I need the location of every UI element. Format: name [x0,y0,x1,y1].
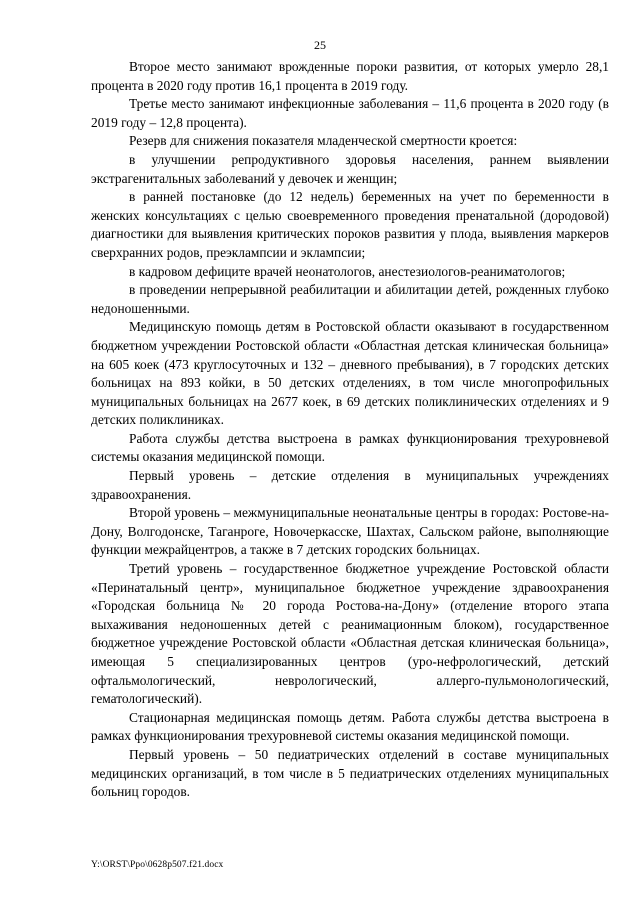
paragraph: Второе место занимают врожденные пороки развития, от которых умерло 28,1 процента в 2020 году против 16,1 процента в 2019 году. [91,59,609,93]
paragraph: Третье место занимают инфекционные заболевания – 11,6 процента в 2020 году (в 2019 году – 12,8 процента). [91,96,609,130]
paragraph: Работа службы детства выстроена в рамках функционирования трехуровневой системы оказания медицинской помощи. [91,430,609,465]
paragraph: Стационарная медицинская помощь детям. Работа службы детства выстроена в рамках функционирования трехуровневой системы оказания медицинской помощи. [91,709,609,744]
paragraph: Третий уровень – государственное бюджетное учреждение Ростовской области «Перинатальный центр», муниципальное бюджетное учреждение здравоохранения «Городская больница № 20 города Ростова-на-Дону» (отделение второго этапа выхаживания недоношенных детей с реанимационным блоком), государственное бюджетное учреждение Ростовской области «Областная детская клиническая больница», имеющая 5 специализированных центров (уро-нефрологический, детский офтальмологический, неврологический, аллерго-пульмонологический, гематологический). [91,561,609,707]
list-item: в проведении непрерывной реабилитации и абилитации детей, рожденных глубоко недоношенными. [91,282,609,316]
paragraph: Первый уровень – детские отделения в муниципальных учреждениях здравоохранения. [91,468,609,502]
paragraph: Первый уровень – 50 педиатрических отделений в составе муниципальных медицинских организаций, в том числе в 5 педиатрических отделениях муниципальных больниц городов. [91,746,609,800]
paragraph: Второй уровень – межмуниципальные неонатальные центры в городах: Ростове-на-Дону, Волгодонске, Таганроге, Новочеркасске, Шахтах, Сальском районе, выполняющие функции межрайцентров, а также в 7 детских городских больницах. [91,505,609,558]
document-body [91,58,609,802]
page-number: 25 [314,38,326,52]
list-item: в кадровом дефиците врачей неонатологов, анестезиологов-реаниматологов; [129,263,566,279]
paragraph: Резерв для снижения показателя младенческой смертности кроется: [129,133,518,149]
file-path-footer: Y:\ORST\Ppo\0628p507.f21.docx [91,860,224,870]
list-item: в улучшении репродуктивного здоровья населения, раннем выявлении экстрагенитальных заболеваний у девочек и женщин; [91,151,609,186]
paragraph: Медицинскую помощь детям в Ростовской области оказывают в государственном бюджетном учреждении Ростовской области «Областная детская клиническая больница» на 605 коек (473 круглосуточных и 132 – дневного пребывания), в 7 городских детских больницах на 893 койки, в 50 детских отделениях, в том числе многопрофильных муниципальных больницах на 2677 коек, в 69 детских поликлинических отделениях и 9 детских поликлиниках. [91,319,609,428]
list-item: в ранней постановке (до 12 недель) беременных на учет по беременности в женских консультациях с целью своевременного проведения пренатальной (дородовой) диагностики для выявления критических пороков развития у плода, выявления маркеров сверхранних родов, преэклампсии и эклампсии; [91,189,609,260]
